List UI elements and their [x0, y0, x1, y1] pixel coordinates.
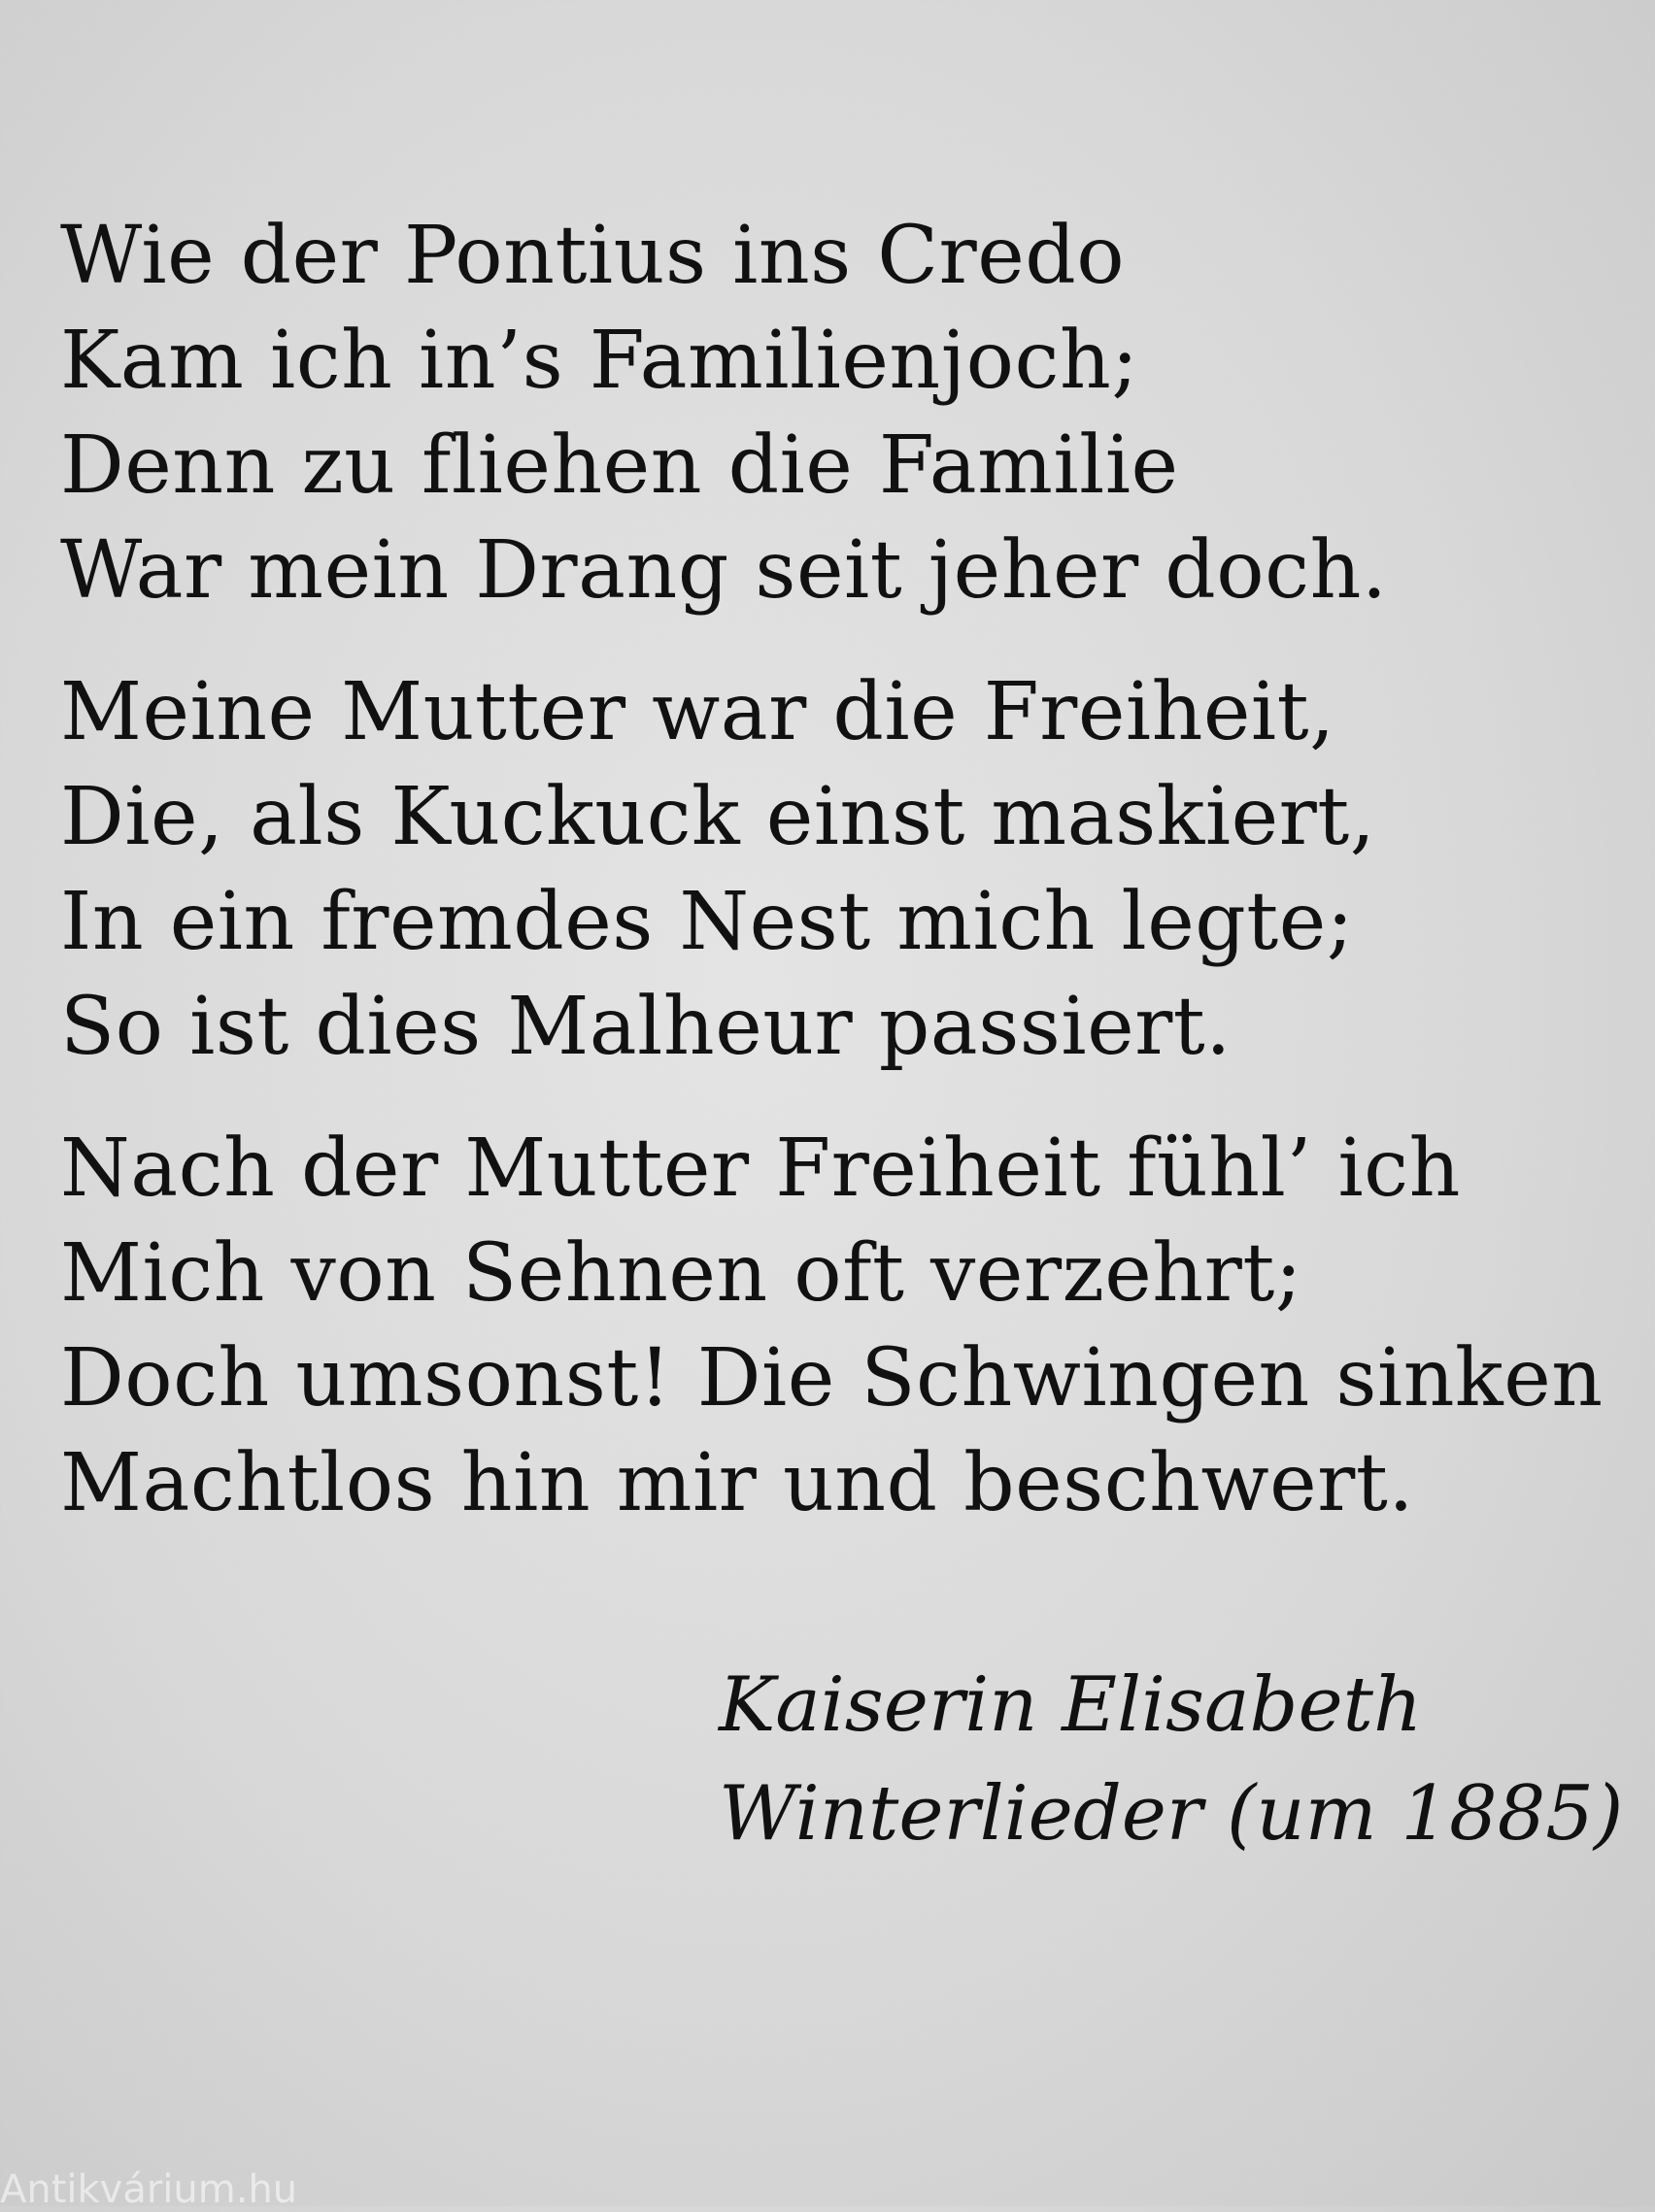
- poem-line: So ist dies Malheur passiert.: [60, 981, 1232, 1073]
- poem-line: Denn zu fliehen die Familie: [60, 419, 1179, 512]
- poem-line: Mich von Sehnen oft verzehrt;: [60, 1227, 1302, 1320]
- author-name: Kaiserin Elisabeth: [719, 1661, 1423, 1749]
- watermark: Antikvárium.hu: [0, 2167, 298, 2212]
- poem-line: Wie der Pontius ins Credo: [60, 210, 1126, 302]
- poem-line: Die, als Kuckuck einst maskiert,: [60, 771, 1376, 863]
- stanza-3: [60, 1117, 1614, 1536]
- poem-line: Kam ich in’s Familienjoch;: [60, 315, 1139, 407]
- source-title: Winterlieder (um 1885): [719, 1770, 1624, 1858]
- poem-line: In ein fremdes Nest mich legte;: [60, 876, 1354, 968]
- poem: [60, 204, 1614, 1573]
- poem-line: Machtlos hin mir und beschwert.: [60, 1437, 1414, 1529]
- poem-line: Meine Mutter war die Freiheit,: [60, 666, 1335, 758]
- stanza-1: [60, 204, 1614, 623]
- stanza-2: [60, 660, 1614, 1080]
- poem-line: Doch umsonst! Die Schwingen sinken: [60, 1332, 1604, 1424]
- poem-line: War mein Drang seit jeher doch.: [60, 524, 1388, 617]
- signature: [719, 1651, 1624, 1868]
- poem-line: Nach der Mutter Freiheit fühl’ ich: [60, 1123, 1461, 1215]
